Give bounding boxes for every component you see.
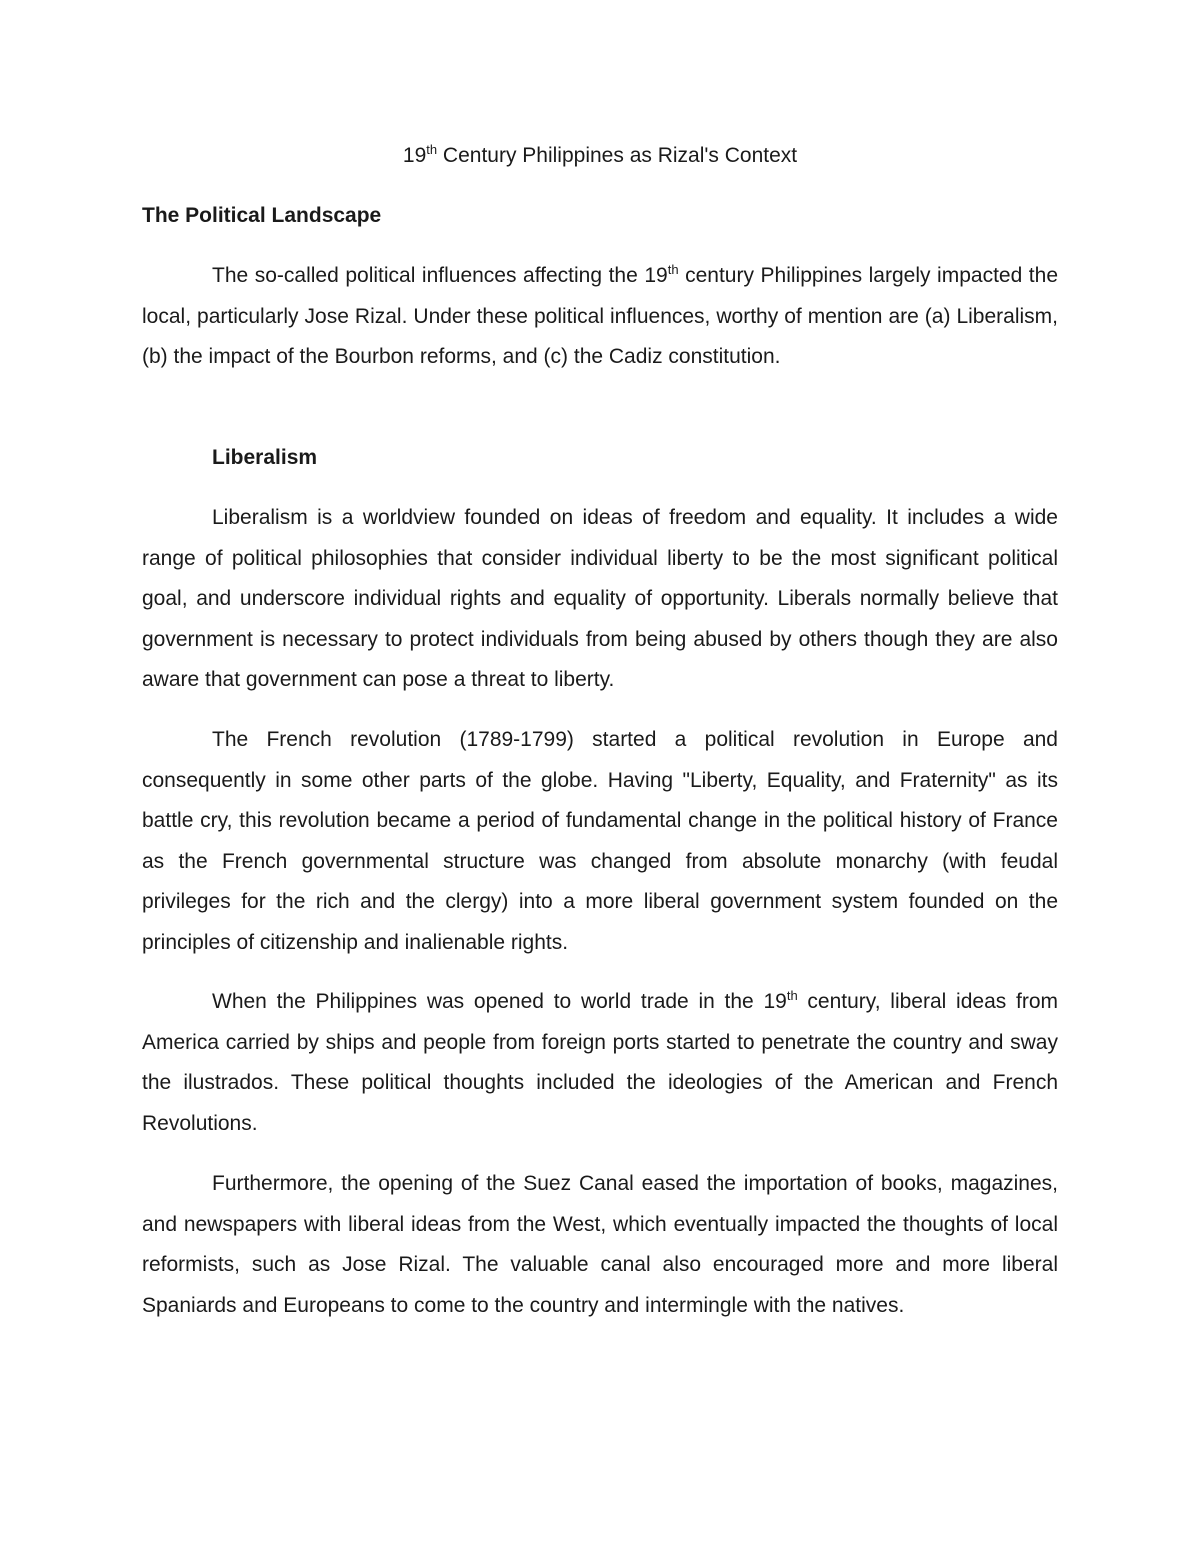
superscript: th	[786, 988, 798, 1003]
paragraph-text: The so-called political influences affecting the 19	[212, 264, 668, 287]
title-rest: Century Philippines as Rizal's Context	[437, 144, 798, 167]
title-prefix: 19	[402, 144, 427, 167]
paragraph-text: century, liberal ideas from America carried by ships and people from foreign ports started to penetrate the country and sway the ilustrados. These political thoughts included the ideologies of the American and French Revolutions.	[142, 990, 1058, 1135]
section-heading-liberalism: Liberalism	[212, 446, 318, 469]
document-title	[0, 141, 1200, 171]
paragraph-world-trade	[142, 982, 1058, 1144]
paragraph-suez-canal: Furthermore, the opening of the Suez Canal eased the importation of books, magazines, and newspapers with liberal ideas from the West, which eventually impacted the thoughts of local reformists, such as Jose Rizal. The valuable canal also encouraged more and more liberal Spaniards and Europeans to come to the country and intermingle with the natives.	[142, 1172, 1058, 1317]
paragraph-liberalism-definition: Liberalism is a worldview founded on ideas of freedom and equality. It includes a wide range of political philosophies that consider individual liberty to be the most significant political goal, and underscore individual rights and equality of opportunity. Liberals normally believe that government is necessary to protect individuals from being abused by others though they are also aware that government can pose a threat to liberty.	[142, 506, 1058, 691]
paragraph-french-revolution: The French revolution (1789-1799) started a political revolution in Europe and consequently in some other parts of the globe. Having "Liberty, Equality, and Fraternity" as its battle cry, this revolution became a period of fundamental change in the political history of France as the French governmental structure was changed from absolute monarchy (with feudal privileges for the rich and the clergy) into a more liberal government system founded on the principles of citizenship and inalienable rights.	[142, 728, 1058, 954]
superscript: th	[667, 262, 679, 277]
paragraph-political-influences	[142, 256, 1058, 378]
paragraph-text: century Philippines largely impacted the local, particularly Jose Rizal. Under these political influences, worthy of mention are (a) Liberalism, (b) the impact of the Bourbon reforms, and (c) the Cadiz constitution.	[142, 264, 1059, 368]
section-heading-political-landscape: The Political Landscape	[142, 204, 382, 227]
paragraph-text: When the Philippines was opened to world trade in the 19	[212, 990, 787, 1013]
title-superscript: th	[426, 142, 438, 157]
